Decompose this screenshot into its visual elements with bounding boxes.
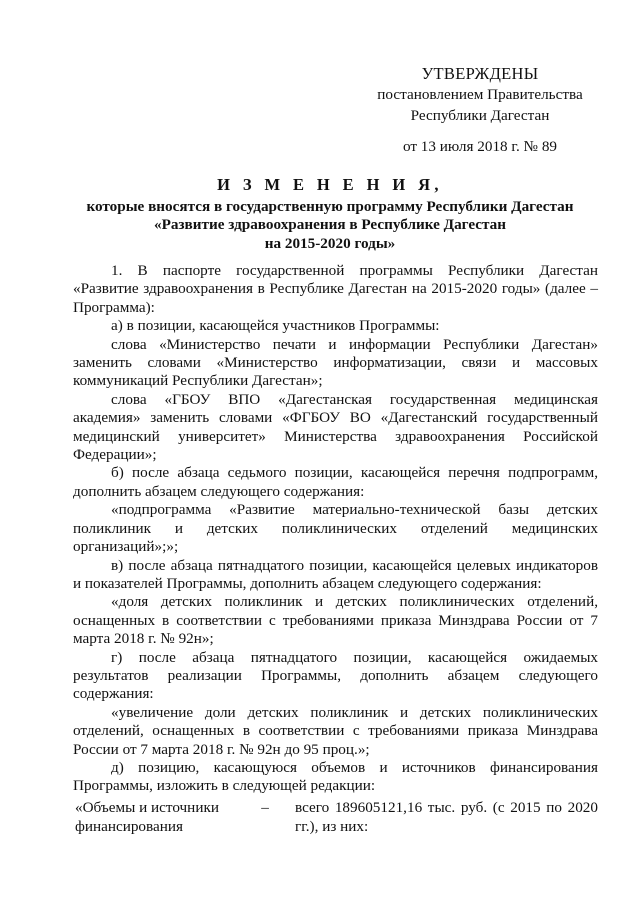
approved-line-2: Республики Дагестан <box>410 107 550 124</box>
title-line-3: «Развитие здравоохранения в Республике Дагестан <box>153 216 507 233</box>
document-title <box>60 176 600 253</box>
paragraph: слова «Министерство печати и информации Республики Дагестан» заменить словами «Министерство информатизации, связи и массовых коммуникаций Республики Дагестан»; <box>73 335 598 390</box>
title-line-1: И З М Е Н Е Н И Я, <box>217 175 443 194</box>
funding-dash: – <box>261 799 269 816</box>
funding-table-row <box>75 798 598 836</box>
paragraph: 1. В паспорте государственной программы Республики Дагестан «Развитие здравоохранения в Республике Дагестан на 2015-2020 годы» (далее – Программа): <box>73 262 598 316</box>
approved-date: от 13 июля 2018 г. № 89 <box>402 138 558 155</box>
approved-line-1: постановлением Правительства <box>377 86 583 103</box>
document-body <box>73 262 598 796</box>
paragraph: «увеличение доли детских поликлиник и детских поликлинических отделений, оснащенных в соответствии с требованиями приказа Минздрава России от 7 марта 2018 г. № 92н до 95 проц.»; <box>73 703 598 758</box>
approved-heading: УТВЕРЖДЕНЫ <box>421 64 539 83</box>
funding-label: «Объемы и источники финансирования <box>75 799 219 835</box>
paragraph: «доля детских поликлиник и детских поликлинических отделений, оснащенных в соответствии с требованиями приказа Минздрава России от 7 марта 2018 г. № 92н»; <box>73 593 598 648</box>
paragraph: г) после абзаца пятнадцатого позиции, касающейся ожидаемых результатов реализации Программы, дополнить абзацем следующего содержания: <box>73 648 598 703</box>
paragraph: д) позицию, касающуюся объемов и источников финансирования Программы, изложить в следующей редакции: <box>73 758 598 795</box>
title-line-2: которые вносятся в государственную программу Республики Дагестан <box>86 197 574 215</box>
paragraph: «подпрограмма «Развитие материально-технической базы детских поликлиник и детских поликлинических отделений медицинских организаций»;»; <box>73 501 598 556</box>
paragraph: слова «ГБОУ ВПО «Дагестанская государственная медицинская академия» заменить словами «ФГБОУ ВО «Дагестанский государственный медицинский университет» Министерства здравоохранения Российской Федерации»; <box>73 390 598 464</box>
paragraph: а) в позиции, касающейся участников Программы: <box>111 317 440 335</box>
approval-stamp <box>360 63 600 157</box>
paragraph: б) после абзаца седьмого позиции, касающейся перечня подпрограмм, дополнить абзацем следующего содержания: <box>73 464 598 500</box>
title-line-4: на 2015-2020 годы» <box>264 234 396 252</box>
funding-value: всего 189605121,16 тыс. руб. (с 2015 по 2020 гг.), из них: <box>295 799 598 835</box>
paragraph: в) после абзаца пятнадцатого позиции, касающейся целевых индикаторов и показателей Программы, дополнить абзацем следующего содержания: <box>73 556 598 592</box>
